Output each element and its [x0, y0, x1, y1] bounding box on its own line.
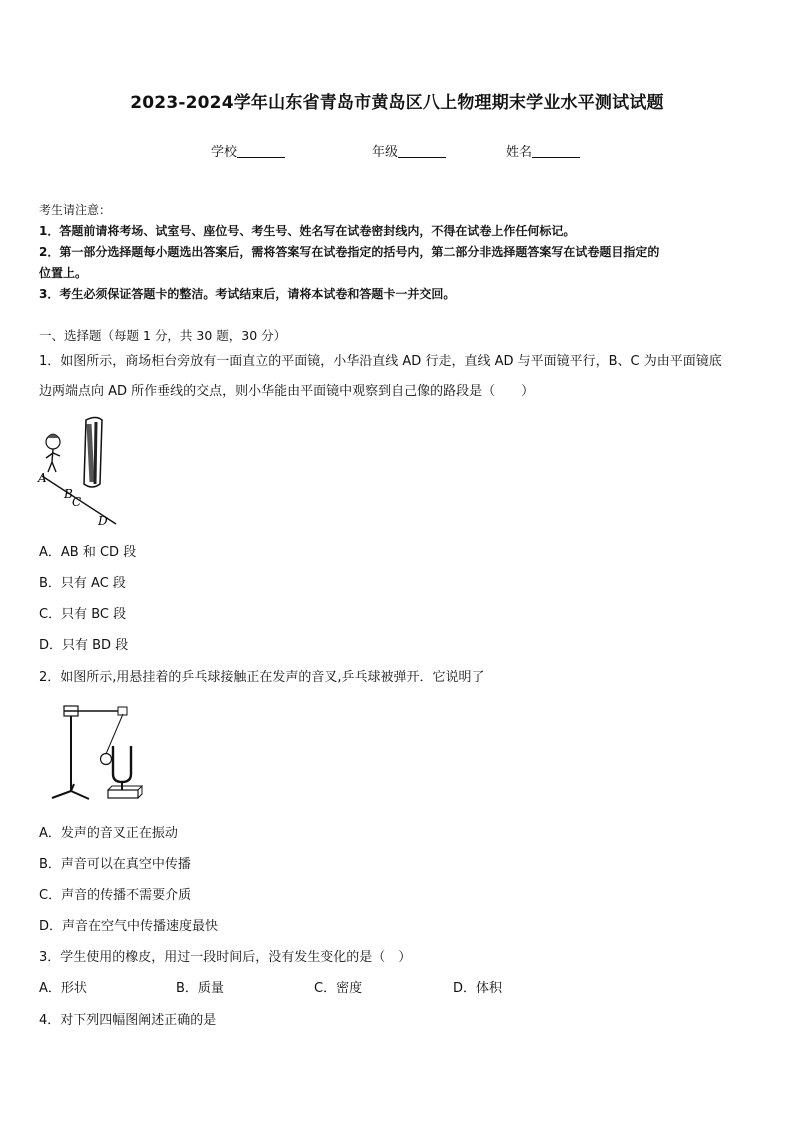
q3-option-d: D．体积	[453, 981, 503, 996]
tuning-fork-figure	[44, 696, 154, 812]
question-2-stem: 2．如图所示,用悬挂着的乒乓球接触正在发声的音叉,乒乓球被弹开．它说明了	[39, 670, 485, 685]
q2-option-d: D．声音在空气中传播速度最快	[39, 919, 219, 934]
grade-field	[372, 141, 446, 160]
section-heading: 一、选择题（每题 1 分，共 30 题，30 分）	[39, 328, 287, 343]
q3-option-b: B．质量	[176, 981, 224, 996]
question-3-stem: 3．学生使用的橡皮，用过一段时间后，没有发生变化的是（ ）	[39, 950, 412, 965]
grade-blank	[398, 145, 446, 158]
question-1-line: 1．如图所示，商场柜台旁放有一面直立的平面镜，小华沿直线 AD 行走，直线 AD 与平面镜平行，B、C 为由平面镜底	[39, 354, 722, 369]
q1-option-c: C．只有 BC 段	[39, 607, 127, 622]
q2-option-c: C．声音的传播不需要介质	[39, 888, 192, 903]
question-1-stem	[39, 347, 759, 407]
school-label: 学校	[211, 145, 238, 160]
question-1-line: 边两端点向 AD 所作垂线的交点，则小华能由平面镜中观察到自己像的路段是（ ）	[39, 384, 535, 399]
figure-label-c: C	[72, 495, 82, 509]
grade-label: 年级	[372, 145, 399, 160]
q2-option-a: A．发声的音叉正在振动	[39, 826, 178, 841]
notice-item: 2．第一部分选择题每小题选出答案后，需将答案写在试卷指定的括号内，第二部分非选择题答案写在试卷题目指定的	[39, 245, 660, 259]
name-label: 姓名	[506, 145, 533, 160]
q3-option-a: A．形状	[39, 981, 87, 996]
notice-item: 3．考生必须保证答题卡的整洁。考试结束后，请将本试卷和答题卡一并交回。	[39, 287, 456, 301]
figure-label-b: B	[64, 487, 73, 501]
notice-heading: 考生请注意：	[39, 203, 112, 217]
q1-option-a: A．AB 和 CD 段	[39, 545, 137, 560]
question-4-stem: 4．对下列四幅图阐述正确的是	[39, 1013, 217, 1028]
figure-label-a: A	[38, 471, 47, 485]
question-1-figure	[34, 414, 124, 534]
page-title: 2023-2024学年山东省青岛市黄岛区八上物理期末学业水平测试试题	[130, 93, 664, 113]
school-blank	[237, 145, 285, 158]
q2-option-b: B．声音可以在真空中传播	[39, 857, 191, 872]
q1-option-b: B．只有 AC 段	[39, 576, 126, 591]
notice-item: 1．答题前请将考场、试室号、座位号、考生号、姓名写在试卷密封线内，不得在试卷上作任何标记。	[39, 224, 576, 238]
school-field	[211, 141, 285, 160]
name-blank	[532, 145, 580, 158]
name-field	[506, 141, 580, 160]
figure-label-d: D	[98, 514, 108, 528]
notice-block	[39, 200, 759, 305]
q1-option-d: D．只有 BD 段	[39, 638, 129, 653]
q3-option-c: C．密度	[314, 981, 363, 996]
notice-item: 位置上。	[39, 266, 88, 280]
